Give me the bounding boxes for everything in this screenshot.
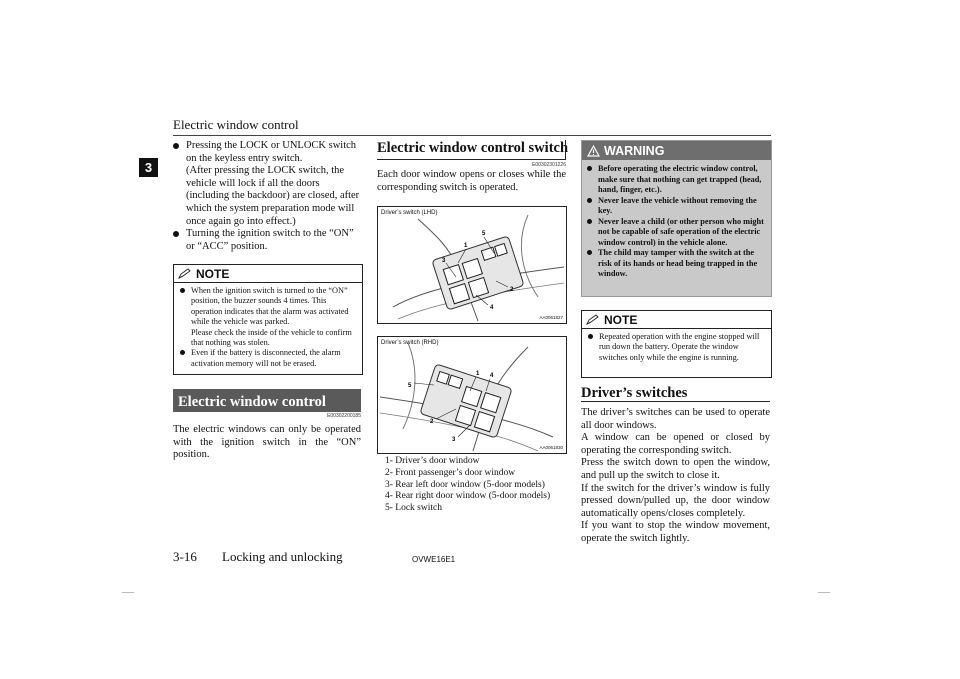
figure-callout: 1: [476, 371, 480, 377]
figure-label: Driver’s switch (LHD): [381, 210, 438, 216]
crop-mark: [818, 592, 830, 593]
figure-callout: 5: [482, 231, 486, 237]
section-banner: Electric window control: [173, 389, 361, 412]
legend-item: 4- Rear right door window (5-door models): [385, 491, 551, 502]
title-rule-end: [565, 140, 566, 159]
figure-callout: 2: [510, 287, 514, 293]
note-item: When the ignition switch is turned to the “ON” position, the buzzer sounds 4 times. This operation indicates that the alarm was activated while the vehicle was parked. Please check the inside of the vehicle to confirm that nothing was stolen.: [180, 286, 356, 348]
figure-legend: [385, 456, 570, 515]
warning-box: [581, 140, 772, 297]
note-body: [174, 283, 362, 373]
document-code: OVWE16E1: [412, 555, 456, 564]
running-header: Electric window control: [173, 117, 299, 132]
note-header: NOTE: [174, 265, 362, 283]
bullet-item: Pressing the LOCK or UNLOCK switch on the keyless entry switch.: [173, 140, 361, 165]
figure-lhd: [377, 206, 567, 324]
bullet-dot-icon: [587, 166, 592, 171]
title-rule: [377, 159, 566, 160]
driver-switch-lhd-illustration: [378, 207, 566, 323]
section-title: Driver’s switches: [581, 385, 688, 401]
warning-body: [582, 160, 771, 284]
figure-code: AA0061827: [539, 315, 563, 320]
section-code: E00302301226: [532, 162, 566, 168]
section-paragraphs: [581, 407, 770, 546]
note-box: [581, 310, 772, 378]
driver-switch-rhd-illustration: [378, 337, 566, 453]
warning-item: Before operating the electric window control, make sure that nothing can get trapped (head, hand, finger, etc.).: [587, 164, 766, 196]
figure-callout: 3: [452, 437, 456, 443]
paragraph: The driver’s switches can be used to operate all door windows.: [581, 407, 770, 431]
figure-callout: 1: [464, 243, 468, 249]
figure-callout: 4: [490, 373, 494, 379]
bullet-dot-icon: [180, 350, 185, 355]
section-code: E00302200185: [327, 413, 361, 419]
note-body: [582, 329, 771, 367]
warning-item: Never leave a child (or other person who might not be capable of safe operation of the electric window control) in the vehicle alone.: [587, 217, 766, 249]
page-number: 3-16: [173, 549, 197, 564]
paragraph: If you want to stop the window movement, operate the switch lightly.: [581, 520, 770, 544]
paragraph: If the switch for the driver’s window is fully pressed down/pulled up, the door window automatically opens/closes completely.: [581, 482, 770, 519]
bullet-dot-icon: [587, 198, 592, 203]
note-item: Even if the battery is disconnected, the alarm activation memory will not be erased.: [180, 348, 356, 369]
figure-callout: 4: [490, 305, 494, 311]
note-pencil-icon: [178, 268, 192, 279]
legend-item: 3- Rear left door window (5-door models): [385, 479, 545, 490]
figure-callout: 3: [442, 258, 446, 264]
legend-item: 2- Front passenger’s door window: [385, 467, 516, 478]
figure-code: AA0061830: [539, 445, 563, 450]
left-bullets: [173, 140, 361, 253]
warning-header: WARNING: [582, 141, 771, 160]
section-intro: Each door window opens or closes while the corresponding switch is operated.: [377, 169, 566, 193]
note-box: [173, 264, 363, 375]
paragraph: Press the switch down to open the window, and pull up the switch to close it.: [581, 457, 770, 481]
figure-label: Driver’s switch (RHD): [381, 340, 439, 346]
chapter-tab: 3: [139, 158, 158, 177]
legend-item: 1- Driver’s door window: [385, 456, 480, 466]
bullet-item: Turning the ignition switch to the “ON” or “ACC” position.: [173, 228, 361, 253]
bullet-dot-icon: [173, 231, 179, 237]
figure-callout: 5: [408, 383, 412, 389]
note-pencil-icon: [586, 314, 600, 325]
warning-item: The child may tamper with the switch at the risk of its hands or head being trapped in the window.: [587, 248, 766, 280]
bullet-dot-icon: [180, 288, 185, 293]
header-rule: [173, 135, 771, 136]
section-title: Electric window control switch: [377, 140, 569, 156]
bullet-dot-icon: [588, 334, 593, 339]
note-header: NOTE: [582, 311, 771, 329]
note-item: Repeated operation with the engine stopped will run down the battery. Operate the window switches only while the engine is running.: [588, 332, 765, 363]
title-rule: [581, 401, 770, 402]
warning-triangle-icon: [587, 145, 600, 157]
figure-rhd: [377, 336, 567, 454]
figure-callout: 2: [430, 419, 434, 425]
legend-item: 5- Lock switch: [385, 503, 442, 514]
warning-item: Never leave the vehicle without removing the key.: [587, 196, 766, 217]
chapter-name: Locking and unlocking: [222, 549, 343, 564]
bullet-dot-icon: [173, 143, 179, 149]
crop-mark: [122, 592, 134, 593]
section-intro: The electric windows can only be operated with the ignition switch in the “ON” position.: [173, 424, 361, 461]
bullet-dot-icon: [587, 250, 592, 255]
bullet-dot-icon: [587, 219, 592, 224]
bullet-note: (After pressing the LOCK switch, the vehicle will lock if all the doors (including the backdoor) are closed, after which the system preparation mode will once again go into effect.): [186, 165, 360, 227]
paragraph: A window can be opened or closed by operating the corresponding switch.: [581, 432, 770, 456]
